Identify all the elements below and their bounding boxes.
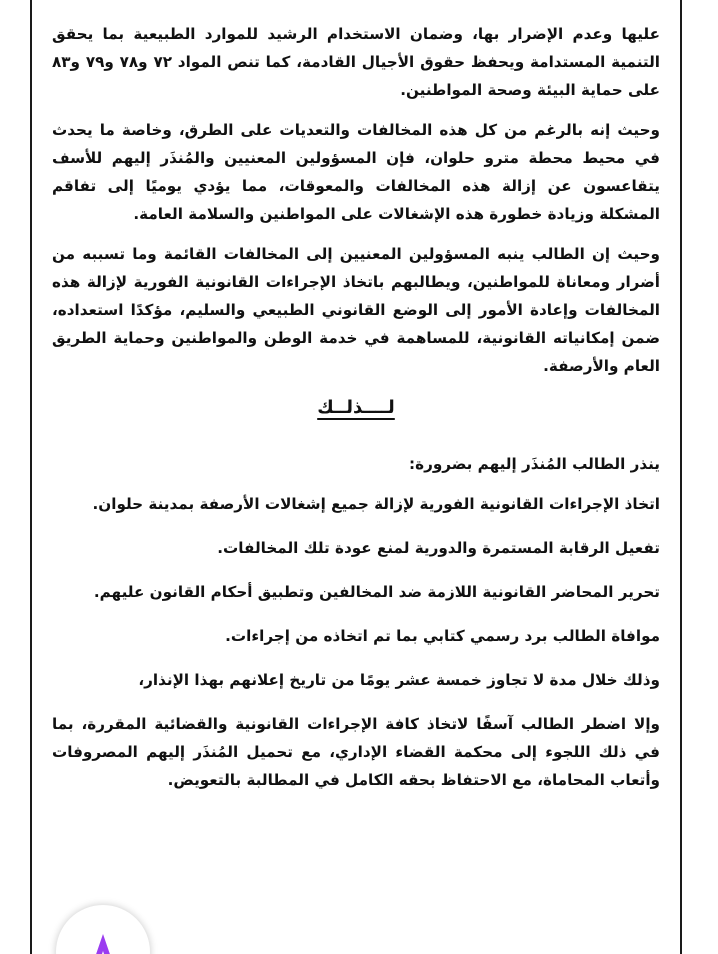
section-heading: لــــذلــك — [317, 397, 395, 418]
paragraph-2: وحيث إنه بالرغم من كل هذه المخالفات والتعديات على الطرق، وخاصة ما يحدث في محيط محطة مترو حلوان، فإن المسؤولين المعنيين والمُنذَر إليهم للأسف يتقاعسون عن إزالة هذه المخالفات والمعوقات، مما يؤدي يوميًا إلى تفاقم المشكلة وزيادة خطورة هذه الإشغالات على المواطنين والسلامة العامة. — [52, 121, 660, 223]
demand-item: تفعيل الرقابة المستمرة والدورية لمنع عودة تلك المخالفات. — [217, 539, 660, 557]
document-body — [52, 20, 660, 794]
demand-item: موافاة الطالب برد رسمي كتابي بما تم اتخاذه من إجراءات. — [225, 627, 660, 645]
final-paragraph: وإلا اضطر الطالب آسفًا لاتخاذ كافة الإجراءات القانونية والقضائية المقررة، بما في ذلك اللجوء إلى محكمة القضاء الإداري، مع تحميل المُنذَر إليهم المصروفات وأتعاب المحاماة، مع الاحتفاظ بحقه الكامل في المطالبة بالتعويض. — [52, 715, 660, 789]
paragraph-3: وحيث إن الطالب ينبه المسؤولين المعنيين إلى المخالفات القائمة وما تسببه من أضرار ومعاناة للمواطنين، ويطالبهم باتخاذ الإجراءات القانونية الفورية لإزالة هذه المخالفات وإعادة الأمور إلى الوضع القانوني الطبيعي والسليم، مؤكدًا استعداده، ضمن إمكانياته القانونية، للمساهمة في خدمة الوطن والمواطنين وحماية الطريق العام والأرصفة. — [52, 245, 660, 375]
paragraph-1: عليها وعدم الإضرار بها، وضمان الاستخدام الرشيد للموارد الطبيعية بما يحقق التنمية المستدامة ويحفظ حقوق الأجيال القادمة، كما تنص المواد ٧٢ و٧٨ و٧٩ و٨٣ على حماية البيئة وصحة المواطنين. — [52, 25, 661, 99]
demand-item: وذلك خلال مدة لا تجاوز خمسة عشر يومًا من تاريخ إعلانهم بهذا الإنذار، — [138, 671, 660, 689]
demand-item: اتخاذ الإجراءات القانونية الفورية لإزالة جميع إشغالات الأرصفة بمدينة حلوان. — [92, 495, 660, 513]
demand-item: تحرير المحاضر القانونية اللازمة ضد المخالفين وتطبيق أحكام القانون عليهم. — [93, 583, 660, 601]
pen-ai-icon — [86, 931, 120, 954]
demands-list — [52, 490, 660, 694]
demands-intro: ينذر الطالب المُنذَر إليهم بضرورة: — [409, 455, 660, 473]
heading-wrap — [52, 394, 660, 422]
